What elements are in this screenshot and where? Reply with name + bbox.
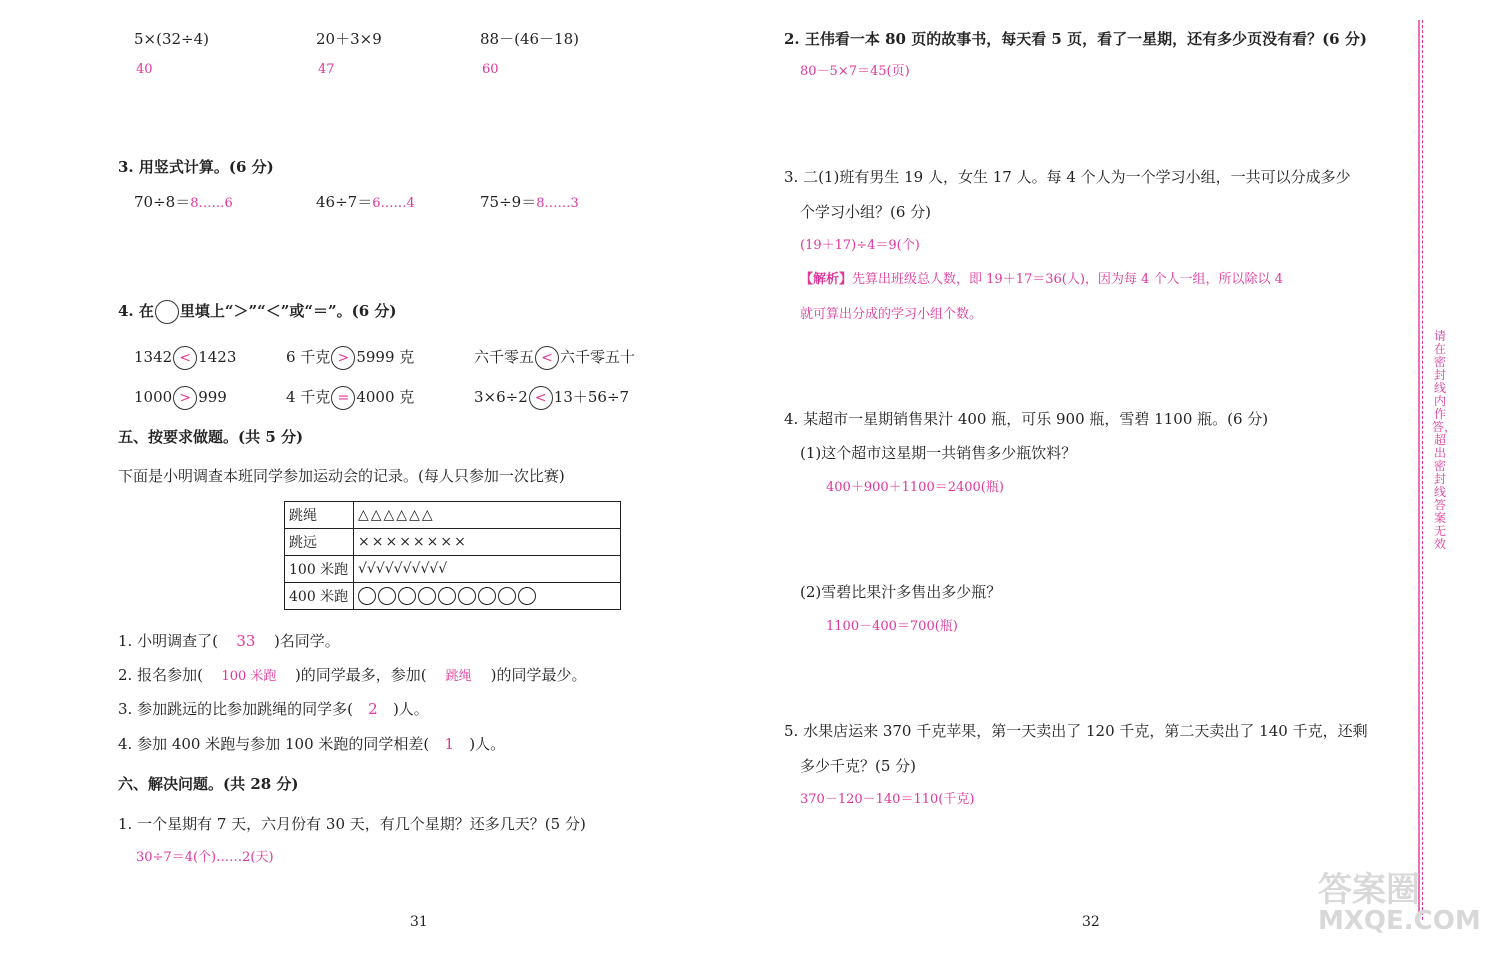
section-5-intro: 下面是小明调查本班同学参加运动会的记录。(每人只参加一次比赛) — [118, 467, 565, 485]
circle-icon — [498, 587, 516, 605]
compare-2: 6 千克 > 5999 克 — [286, 346, 414, 370]
seal-line — [1418, 20, 1420, 920]
circle-icon — [518, 587, 536, 605]
section-6-title: 六、解决问题。(共 28 分) — [118, 775, 299, 793]
table-row — [285, 502, 621, 529]
seal-dashed-line — [1422, 20, 1423, 920]
calc-answer-2: 47 — [318, 62, 335, 77]
watermark-url: MXQE.COM — [1318, 906, 1481, 936]
s5-question-3: 3. 参加跳远的比参加跳绳的同学多( 2 )人。 — [118, 700, 429, 718]
r-question-5-line2: 多少千克？(5 分) — [800, 757, 917, 775]
r-answer-2: 80－5×7＝45(页) — [800, 64, 910, 79]
s6-question-1: 1. 一个星期有 7 天，六月份有 30 天，有几个星期？还多几天？(5 分) — [118, 815, 586, 833]
s5-question-1: 1. 小明调查了( 33 )名同学。 — [118, 632, 340, 650]
circle-icon — [478, 587, 496, 605]
table-label: 100 米跑 — [285, 556, 354, 583]
table-marks: ×××××××× — [354, 529, 621, 556]
table-row — [285, 529, 621, 556]
r-question-4-2: (2)雪碧比果汁多售出多少瓶？ — [800, 583, 1002, 601]
calc-answer-3: 60 — [482, 62, 499, 77]
circle-marks — [354, 583, 621, 610]
compare-3: 六千零五 < 六千零五十 — [474, 346, 635, 370]
s5-question-2: 2. 报名参加( 100 米跑 )的同学最多，参加( 跳绳 )的同学最少。 — [118, 666, 587, 684]
compare-4: 1000 > 999 — [134, 386, 227, 410]
r-answer-5: 370－120－140＝110(千克) — [800, 792, 975, 807]
compare-5: 4 千克 = 4000 克 — [286, 386, 414, 410]
calc-expr-1: 5×(32÷4) — [134, 30, 210, 48]
circle-icon — [458, 587, 476, 605]
table-row — [285, 556, 621, 583]
r-explanation-line1: 【解析】先算出班级总人数，即 19＋17＝36(人)，因为每 4 个人一组，所以除以 4 — [800, 272, 1283, 287]
calc-answer-1: 40 — [136, 62, 153, 77]
circle-icon — [418, 587, 436, 605]
r-answer-3: (19＋17)÷4＝9(个) — [800, 238, 920, 253]
division-2: 46÷7＝6……4 — [316, 193, 415, 211]
r-answer-4-1: 400＋900＋1100＝2400(瓶) — [826, 480, 1004, 495]
seal-line-notice: 请在密封线内作答，超出密封线答案无效 — [1432, 329, 1457, 551]
page-number-right: 32 — [1082, 914, 1100, 930]
table-row — [285, 583, 621, 610]
division-3: 75÷9＝8……3 — [480, 193, 579, 211]
r-question-3-line1: 3. 二(1)班有男生 19 人，女生 17 人。每 4 个人为一个学习小组，一共可以分成多少 — [784, 168, 1351, 186]
calc-expr-2: 20＋3×9 — [316, 30, 382, 48]
question-3-title: 3. 用竖式计算。(6 分) — [118, 158, 274, 176]
question-4-title: 4. 在 里填上“＞”“＜”或“＝”。(6 分) — [118, 300, 397, 324]
circle-icon — [378, 587, 396, 605]
table-marks: √√√√√√√√√√ — [354, 556, 621, 583]
r-answer-4-2: 1100－400＝700(瓶) — [826, 619, 958, 634]
page-number-left: 31 — [410, 914, 428, 930]
watermark-logo: 答案圈 — [1318, 870, 1420, 910]
circle-icon — [438, 587, 456, 605]
section-5-title: 五、按要求做题。(共 5 分) — [118, 428, 304, 446]
circle-icon — [398, 587, 416, 605]
sports-record-table — [284, 501, 621, 610]
table-label: 400 米跑 — [285, 583, 354, 610]
compare-1: 1342 < 1423 — [134, 346, 236, 370]
calc-expr-3: 88－(46－18) — [480, 30, 579, 48]
compare-6: 3×6÷2 < 13＋56÷7 — [474, 386, 629, 410]
table-marks: △△△△△△ — [354, 502, 621, 529]
s5-question-4: 4. 参加 400 米跑与参加 100 米跑的同学相差( 1 )人。 — [118, 735, 506, 753]
r-question-3-line2: 个学习小组？(6 分) — [800, 203, 932, 221]
r-question-4: 4. 某超市一星期销售果汁 400 瓶，可乐 900 瓶，雪碧 1100 瓶。(6 分) — [784, 410, 1269, 428]
r-question-5-line1: 5. 水果店运来 370 千克苹果，第一天卖出了 120 千克，第二天卖出了 140 千克，还剩 — [784, 722, 1368, 740]
circle-icon — [358, 587, 376, 605]
division-1: 70÷8＝8……6 — [134, 193, 233, 211]
s6-answer-1: 30÷7＝4(个)……2(天) — [136, 850, 274, 865]
r-question-2: 2. 王伟看一本 80 页的故事书，每天看 5 页，看了一星期，还有多少页没有看？(6 分) — [784, 30, 1367, 48]
r-question-4-1: (1)这个超市这星期一共销售多少瓶饮料？ — [800, 444, 1077, 462]
table-label: 跳远 — [285, 529, 354, 556]
r-explanation-line2: 就可算出分成的学习小组个数。 — [800, 307, 983, 322]
table-label: 跳绳 — [285, 502, 354, 529]
empty-circle-icon — [155, 300, 179, 324]
